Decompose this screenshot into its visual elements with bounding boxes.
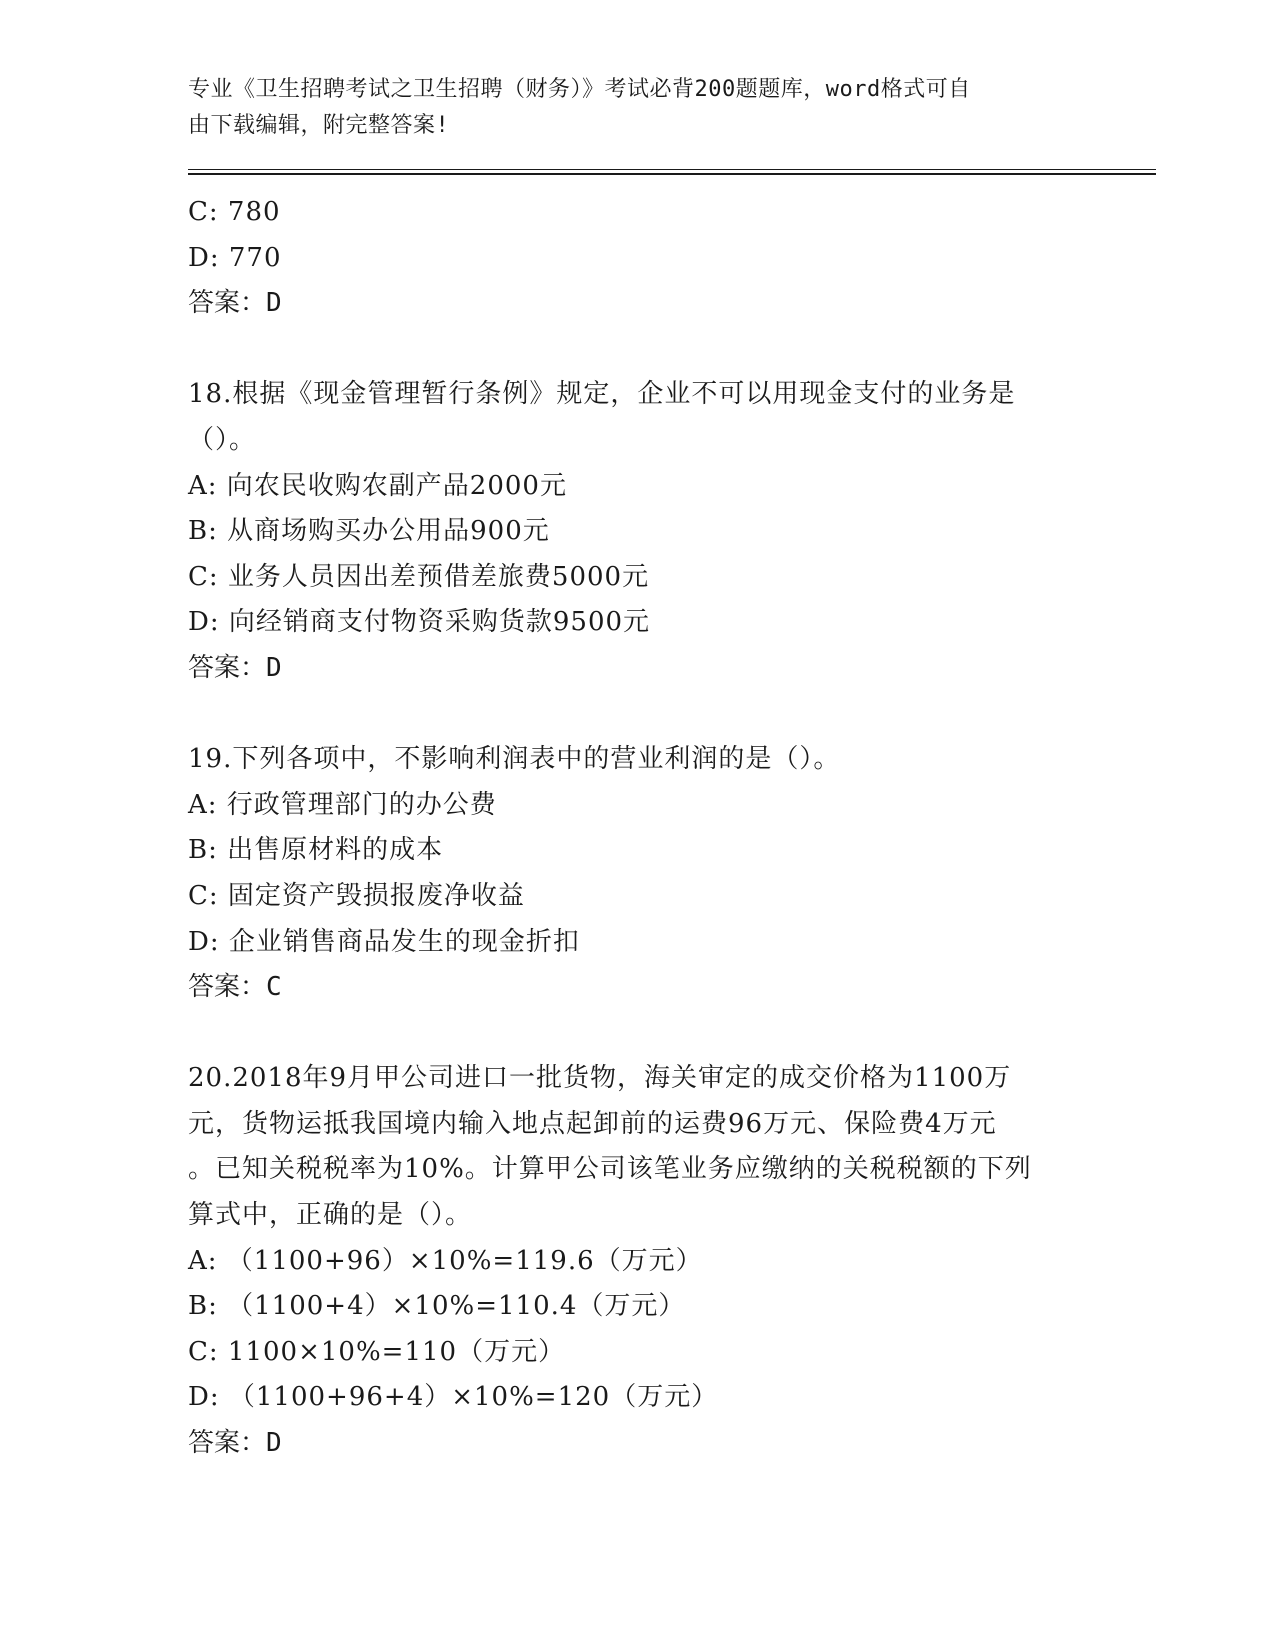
option-b: B: （1100+4）×10%=110.4（万元）	[188, 1291, 686, 1322]
answer-line: 答案：D	[188, 652, 282, 683]
spacer	[188, 692, 1088, 738]
spacer	[188, 1011, 1088, 1057]
question-stem-line: 算式中，正确的是（）。	[188, 1200, 473, 1231]
header-line-2: 由下载编辑，附完整答案!	[188, 113, 450, 138]
question-18	[188, 372, 1088, 691]
option-d: D: （1100+96+4）×10%=120（万元）	[188, 1382, 719, 1413]
header-rule-thick	[188, 173, 1156, 175]
option-d: D: 企业销售商品发生的现金折扣	[188, 926, 580, 957]
document-header	[188, 72, 1078, 144]
header-line-1: 专业《卫生招聘考试之卫生招聘（财务）》考试必背200题题库，word格式可自	[188, 77, 971, 102]
option-c: C: 1100×10%=110（万元）	[188, 1336, 566, 1367]
option-b: B: 从商场购买办公用品900元	[188, 516, 550, 547]
question-stem-line: 20.2018年9月甲公司进口一批货物，海关审定的成交价格为1100万	[188, 1063, 1012, 1094]
question-stem-line: 元，货物运抵我国境内输入地点起卸前的运费96万元、保险费4万元	[188, 1108, 997, 1139]
question-20	[188, 1056, 1088, 1466]
question-stem-line: 。已知关税税率为10%。计算甲公司该笔业务应缴纳的关税税额的下列	[188, 1154, 1032, 1185]
option-a: A: 向农民收购农副产品2000元	[188, 470, 567, 501]
option-c: C: 780	[188, 197, 281, 227]
answer-line: 答案：C	[188, 972, 282, 1003]
question-19	[188, 737, 1088, 1011]
question-stem-line: 18.根据《现金管理暂行条例》规定，企业不可以用现金支付的业务是	[188, 379, 1016, 410]
spacer	[188, 327, 1088, 373]
option-a: A: （1100+96）×10%=119.6（万元）	[188, 1245, 703, 1276]
option-d: D: 770	[188, 242, 282, 273]
question-stem-line: （）。	[188, 424, 257, 455]
option-c: C: 业务人员因出差预借差旅费5000元	[188, 561, 650, 592]
option-d: D: 向经销商支付物资采购货款9500元	[188, 607, 651, 638]
option-b: B: 出售原材料的成本	[188, 835, 444, 866]
question-list	[188, 190, 1088, 1467]
option-a: A: 行政管理部门的办公费	[188, 789, 497, 820]
answer-line: 答案：D	[188, 288, 282, 319]
header-rule-thin	[188, 169, 1156, 170]
option-c: C: 固定资产毁损报废净收益	[188, 880, 525, 911]
answer-line: 答案：D	[188, 1428, 282, 1459]
question-stem-line: 19.下列各项中，不影响利润表中的营业利润的是（）。	[188, 744, 841, 775]
